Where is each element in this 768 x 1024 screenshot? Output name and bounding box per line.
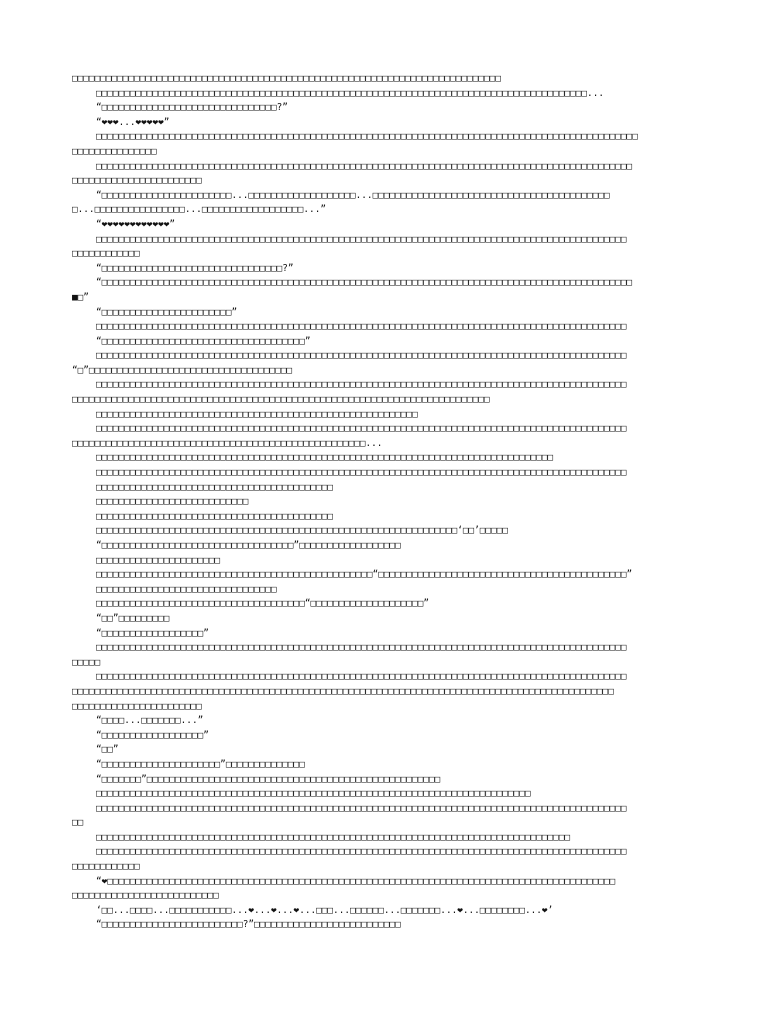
text-line: “□□” — [96, 744, 119, 756]
text-line: “❤□□□□□□□□□□□□□□□□□□□□□□□□□□□□□□□□□□□□□□□□□□□□□□□□□□□□□□□□□□□□□□□□□□□□□□□□□□□□□□□□□□□□□□□□□□ — [96, 875, 616, 887]
text-line: □□□□□□□□□□□□□□□□□□□□□□□□□□□ — [96, 496, 249, 508]
text-line: □□□□□□□□□□□□□□□□□□□□□□□□□□□□□□□□□□□□□□□□□□□□□□□□□□□□□□□□□□□□□□□□□□□□□□□□□□□□□□□□□ — [96, 452, 554, 464]
text-line: □□□□□□□□□□□□ — [72, 248, 140, 260]
text-line: “□□□□□□□□□□□□□□□□□□” — [96, 729, 209, 741]
text-line: □□ — [72, 817, 84, 829]
text-line: “□□□□□□□□□□□□□□□□□□□□□□□□□□□□□□□?” — [96, 102, 288, 114]
text-line: □□□□□□□□□□□□□□□□□□□□□□□□□□□□□□□□□□□□□□□□□□□□□□□□□□□□□□□□□□□□□□□□□□□□□□□□□□□□□□□□□□□□□□□□□□□□□□ — [96, 467, 627, 479]
text-line: □...□□□□□□□□□□□□□□□□...□□□□□□□□□□□□□□□□□□...” — [72, 204, 326, 216]
text-line: □□□□□□□□□□□□□□□□□□□□□□□□□□□□□□□□□□□□□□□□□□□□□□□□□□□□□□□□□□□□□□□□□□□□□□□□□□□□□□□□□□□□□□□□□□□□□□ — [96, 642, 627, 654]
text-line: “□□□□□□□□□□□□□□□□□□□□□□□□□?”□□□□□□□□□□□□□□□□□□□□□□□□□□ — [96, 919, 401, 931]
text-line: □□□□□ — [72, 656, 101, 668]
text-line: □□□□□□□□□□□□□□□□□□□□□□□□□□□□□□□□□□□□□“□□□□□□□□□□□□□□□□□□□□” — [96, 598, 430, 610]
text-line: “□□□□□□□□□□□□□□□□□□□□□□□□□□□□□□□□□□□□□□□□□□□□□□□□□□□□□□□□□□□□□□□□□□□□□□□□□□□□□□□□□□□□□□□□□□□□□□ — [96, 277, 633, 289]
text-line: □□□□□□□□□□□□□□□□□□□□□□□□□□□□□□□□□□□□□□□□□□□□□□□□□□□□□□□□□□□□□□□□□□□□□□□□□□□□□□□□□□□□□□□□□□□□□□□ — [96, 160, 633, 172]
text-line: □□□□□□□□□□□□□□□□□□□□□□□□□□□□□□□□□□□□□□□□□□□□□□□□□□□□□□□□□□□□□□□□□□□□□□□□□□□□□□□□□□□□□□□□□□□□□□□□ — [72, 685, 614, 697]
text-line: “□□□□...□□□□□□□...” — [96, 715, 204, 727]
text-line: □□□□□□□□□□□□□□□□□□□□□□ — [96, 554, 221, 566]
text-line: □□□□□□□□□□□□□□□□□□□□□□□□□□□□□□□□□□□□□□□□□□□□□□□□□□□□□□□□□□□□□□□□□□□□□□□□□□□□□□□□□□□□□□□□□□□□□□ — [96, 802, 627, 814]
text-line: “□□□□□□□□□□□□□□□□□□□□□”□□□□□□□□□□□□□□ — [96, 758, 305, 770]
text-line: □□□□□□□□□□□□□□□□□□□□□□□□□□□□□□□□□□□□□□□□□□□□□□□□□□□□□□□□□□□□□□□□□□□□□□□□□□□□□ — [96, 788, 531, 800]
text-line: □□□□□□□□□□□□□□□□□□□□□□□□□□□□□□□□□□□□□□□□□□□□□□□□□□□□□□□□□□□□□□□□□□□□□□□□□□□□□□□□□□□□ — [96, 831, 571, 843]
text-line: “□□□□□□□□□□□□□□□□□□□□□□□” — [96, 306, 238, 318]
text-line: □□□□□□□□□□□□□□□□□□□□□□□□□□□□□□□□□□□□□□□□□□□□□□□□□□□□□□□□□□□□□□□□□□□□□□□□□□□□□□□□□□□□□□□□□□□□□□□□ — [96, 131, 638, 143]
text-line: □□□□□□□□□□□□□□□□□□□□□□□ — [72, 175, 202, 187]
document-page — [72, 72, 704, 933]
text-line: □□□□□□□□□□□□ — [72, 861, 140, 873]
text-line: □□□□□□□□□□□□□□□□□□□□□□□□□□□□□□□□□□□□□□□□□□□□□□□□□□□□□□□□□□□□□□□□□□□□□□□□□□□□□□□□□□□□□□□□□□□□□□ — [96, 350, 627, 362]
text-line: □□□□□□□□□□□□□□□□□□□□□□□□□□□□□□□□□□□□□□□□□□□□□□□□□□□□□□□□□□□□□□□□□□□□□□□□□□□□□□□□□□□□□□□□□□□□□□ — [96, 233, 627, 245]
text-line: □□□□□□□□□□□□□□□□□□□□□□□□□□□□□□□□□□□□□□□□□□□□□□□□□□□□□□□□□□□□□□□□□□□□□□□□□□□□□□□□□□□□□□□□□□□□□□ — [96, 846, 627, 858]
text-line: ■□” — [72, 291, 89, 303]
text-line: “□□□□□□□□□□□□□□□□□□□□□□□□□□□□□□□□□□”□□□□□□□□□□□□□□□□□□ — [96, 540, 401, 551]
text-line: “□□□□□□□□□□□□□□□□□□” — [96, 627, 209, 639]
text-line: “□□”□□□□□□□□□ — [96, 612, 170, 624]
text-line: □□□□□□□□□□□□□□□□□□□□□□□□□□□□□□□□□□□□□□□□□□□□□□□□□“□□□□□□□□□□□□□□□□□□□□□□□□□□□□□□□□□□□□□□□□□□□□” — [96, 569, 633, 581]
text-line: □□□□□□□□□□□□□□□□□□□□□□□□□□ — [72, 890, 219, 902]
text-line: □□□□□□□□□□□□□□□□□□□□□□□□□□□□□□□□□□□□□□□□□□□□□□□□□□□□□□□□□□□□□□□□□□□□□□□□□□ — [72, 394, 490, 406]
text-line: □□□□□□□□□□□□□□□□□□□□□□□□□□□□□□□□□□□□□□□□□□ — [96, 510, 334, 522]
text-line: □□□□□□□□□□□□□□□□□□□□□□□□□□□□□□□□□□□□□□□□□□□□□□□□□□□□□□□□□□□□□□□□□□□□□□□□□□□□□□□□□□□□□□□□□□□□□□ — [96, 671, 627, 683]
text-line: “□□□□□□□□□□□□□□□□□□□□□□□□□□□□□□□□?” — [96, 262, 294, 274]
text-line: “□□□□□□□”□□□□□□□□□□□□□□□□□□□□□□□□□□□□□□□□□□□□□□□□□□□□□□□□□□□□ — [96, 773, 441, 785]
text-line: □□□□□□□□□□□□□□□□□□□□□□□□□□□□□□□□□□□□□□□□□□□□□□□□□□□□□□□□□□□□□□□□□□□□□□□□□□□□□□□□□□□□□□□□□□□□□□ — [96, 423, 627, 435]
text-line: “❤❤❤❤❤❤❤❤❤❤❤❤” — [96, 218, 176, 230]
text-line: “□□□□□□□□□□□□□□□□□□□□□□□□□□□□□□□□□□□□” — [96, 335, 311, 347]
text-line: □□□□□□□□□□□□□□□ — [72, 145, 157, 157]
text-line: □□□□□□□□□□□□□□□□□□□□□□□□□□□□□□□□□□□□□□□□□□□□□□□□□□□□... — [72, 437, 383, 449]
text-line: □□□□□□□□□□□□□□□□□□□□□□□□□□□□□□□□□□□□□□□□□□□□□□□□□□□□□□□□□□□□□□□□□□□□□□□□□□□□□□□□□□□□□□□... — [96, 87, 604, 99]
text-line: “□□□□□□□□□□□□□□□□□□□□□□□...□□□□□□□□□□□□□□□□□□□...□□□□□□□□□□□□□□□□□□□□□□□□□□□□□□□□□□□□□□□□□□ — [96, 189, 610, 201]
text-line: “❤❤❤...❤❤❤❤❤” — [96, 116, 170, 128]
text-line: ‘□□...□□□□...□□□□□□□□□□□...❤...❤...❤...□□□...□□□□□□...□□□□□□□...❤...□□□□□□□□...❤’ — [96, 904, 554, 916]
text-line: □□□□□□□□□□□□□□□□□□□□□□□□□□□□□□□□ — [96, 583, 277, 595]
text-line: □□□□□□□□□□□□□□□□□□□□□□□ — [72, 700, 202, 712]
text-line: □□□□□□□□□□□□□□□□□□□□□□□□□□□□□□□□□□□□□□□□□□□□□□□□□□□□□□□□□□□□□□□□□□□□□□□□□□□□□□□□□□□□□□□□□□□□□□ — [96, 379, 627, 391]
text-line: “□”□□□□□□□□□□□□□□□□□□□□□□□□□□□□□□□□□□□□ — [72, 364, 293, 376]
text-line: □□□□□□□□□□□□□□□□□□□□□□□□□□□□□□□□□□□□□□□□□□□□□□□□□□□□□□□□□□□□□□□□□□□□□□□□□□□□□□□□□□□□□□□□□□□□□□ — [96, 321, 627, 333]
text-line: □□□□□□□□□□□□□□□□□□□□□□□□□□□□□□□□□□□□□□□□□□□□□□□□□□□□□□□□□□□□□□□□□□□□□□□□□□□□ — [72, 73, 501, 84]
text-line: □□□□□□□□□□□□□□□□□□□□□□□□□□□□□□□□□□□□□□□□□□ — [96, 481, 334, 493]
text-line: □□□□□□□□□□□□□□□□□□□□□□□□□□□□□□□□□□□□□□□□□□□□□□□□□□□□□□□□□ — [96, 408, 418, 420]
text-line: □□□□□□□□□□□□□□□□□□□□□□□□□□□□□□□□□□□□□□□□□□□□□□□□□□□□□□□□□□□□□□□□‘□□’□□□□□ — [96, 525, 509, 537]
